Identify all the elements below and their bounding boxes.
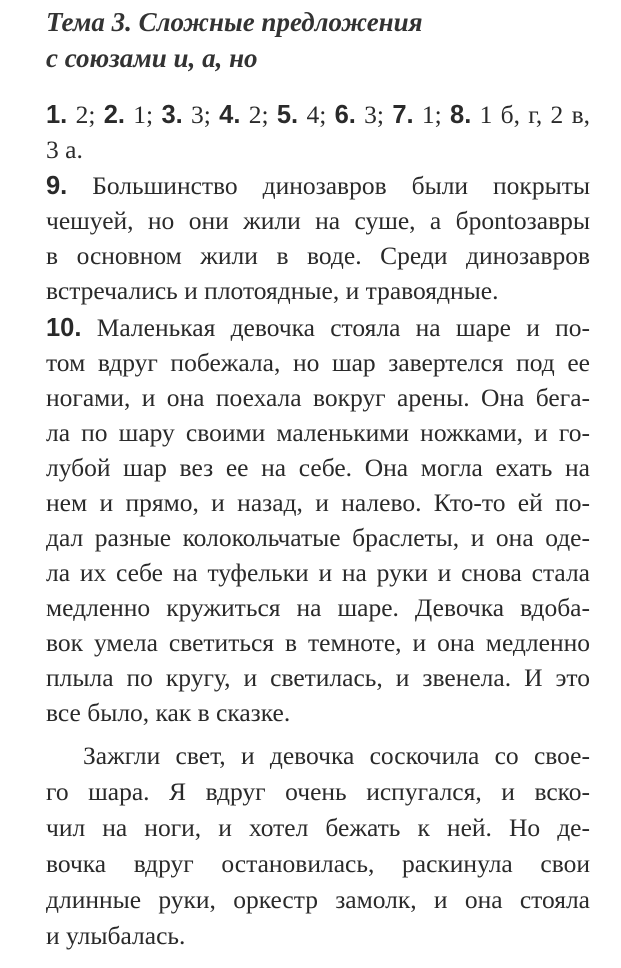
- answer-number-6: 6.: [334, 101, 356, 129]
- task-10-line-7: дал разные колокольчатые браслеты, и она оде-: [46, 523, 590, 552]
- task-10-line-2: том вдруг побежала, но шар завертелся под ее: [46, 348, 590, 377]
- answer-number-8: 8.: [450, 101, 472, 129]
- answer-value-1: 2;: [67, 100, 104, 129]
- topic-title-line-2: с союзами и, а, но: [46, 43, 258, 73]
- task-9-line-3: в основном жили в воде. Среди динозавров: [46, 241, 590, 270]
- answer-value-7: 1;: [413, 100, 451, 129]
- answer-number-3: 3.: [161, 101, 183, 129]
- task-10-line-1: 10. Маленькая девочка стояла на шаре и по-: [46, 313, 590, 342]
- task-9-line-2: чешуей, но они жили на суше, а брontoзавры: [46, 206, 590, 235]
- task-10-line-8: ла их себе на туфельки и на руки и снова стала: [46, 558, 590, 587]
- paragraph-3-line-2: го шара. Я вдруг очень испугался, и вско-: [46, 777, 590, 806]
- topic-title: [46, 4, 606, 76]
- task-10-line-10: вок умела светиться в темноте, и она медленно: [46, 628, 590, 657]
- task-10-line-12: все было, как в сказке.: [46, 698, 291, 727]
- answers-line-2: 3 а.: [46, 135, 83, 164]
- answer-value-3: 3;: [182, 100, 220, 129]
- answer-value-2: 1;: [125, 100, 162, 129]
- paragraph-3-line-3: чил на ноги, и хотел бежать к ней. Но де-: [46, 813, 590, 842]
- task-9-line-4: встречались и плотоядные, и травоядные.: [46, 276, 499, 305]
- answer-value-6: 3;: [355, 100, 393, 129]
- paragraph-3-line-4: вочка вдруг остановилась, раскинула свои: [46, 849, 590, 878]
- answers-line-1: [46, 98, 590, 132]
- answer-value-4: 2;: [240, 100, 277, 129]
- task-9-line-1: 9. Большинство динозавров были покрыты: [46, 171, 590, 200]
- task-10-line-3: ногами, и она поехала вокруг арены. Она бега-: [46, 383, 590, 412]
- topic-title-line-1: Тема 3. Сложные предложения: [46, 7, 423, 37]
- task-10-line-11: плыла по кругу, и светилась, и звенела. И это: [46, 663, 590, 692]
- answer-number-7: 7.: [392, 101, 414, 129]
- task-10-line-6: нем и прямо, и назад, и налево. Кто-то ей по-: [46, 488, 590, 517]
- answer-number-2: 2.: [103, 101, 125, 129]
- answer-number-1: 1.: [46, 101, 68, 129]
- task-10-line-9: медленно кружиться на шаре. Девочка вдоба-: [46, 593, 590, 622]
- task-10-number: 10.: [46, 314, 82, 342]
- paragraph-3-line-6: и улыбалась.: [46, 921, 186, 950]
- answer-value-8: 1 б, г, 2 в,: [471, 100, 591, 129]
- answer-value-5: 4;: [298, 100, 335, 129]
- answer-number-5: 5.: [276, 101, 299, 129]
- task-10-line-4: ла по шару своими маленькими ножками, и го-: [46, 418, 590, 447]
- task-10-line-5: лубой шар вез ее на себе. Она могла ехать на: [46, 453, 590, 482]
- answer-number-4: 4.: [219, 101, 241, 129]
- paragraph-3-line-1: Зажгли свет, и девочка соскочила со свое-: [83, 741, 590, 770]
- task-9-number: 9.: [46, 172, 68, 200]
- paragraph-3-line-5: длинные руки, оркестр замолк, и она стояла: [46, 885, 590, 914]
